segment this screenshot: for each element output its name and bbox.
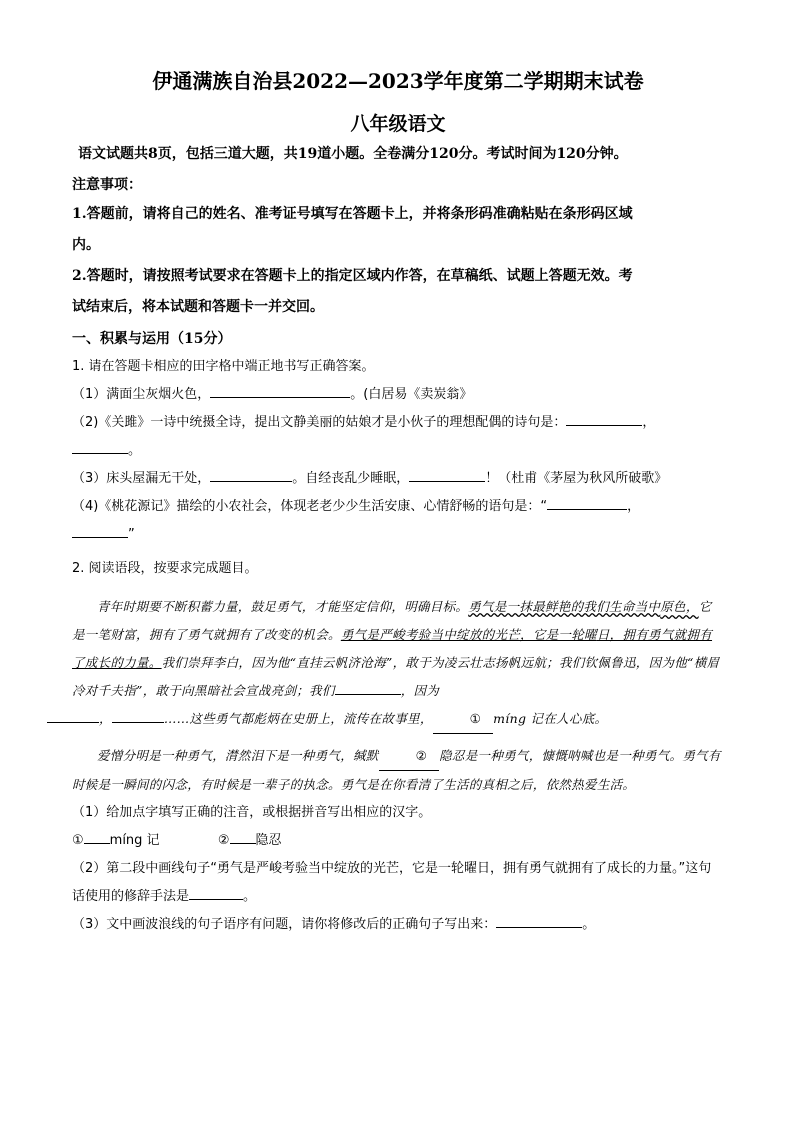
- q1-part-4-text-c: ”: [128, 527, 135, 542]
- q2-sub-2-text-b: 量。”这句话使用的修辞手法是: [72, 861, 712, 904]
- q2-sub-2-text-a: （2）第二段中画线句子“勇气是严峻考验当中绽放的光芒，它是一轮曜日，拥有勇气就拥有了成长的力: [72, 861, 660, 876]
- underlined-sentence-wavy-end: 原色，: [660, 599, 699, 614]
- answer-blank[interactable]: [84, 829, 110, 844]
- answer-blank[interactable]: [409, 467, 485, 482]
- passage-2-text: 隐忍是一种勇气，慷慨呐喊也是一种勇: [439, 748, 657, 763]
- q2-sub-3-text-a: （3）文中画波浪线的句子语序有问题，请你将修改后的正确句子写出来：: [72, 917, 497, 932]
- q1-part-1-text-a: （1）满面尘灰烟火色，: [72, 387, 211, 402]
- q1-part-2: [72, 409, 724, 437]
- option-marker-2: ②: [217, 833, 230, 848]
- q1-part-2-text-a: （2)《关雎》一诗中统摄全诗，提出文静美丽的姑娘才是小伙子的理想配偶的诗句是：: [72, 415, 567, 430]
- answer-blank[interactable]: [112, 708, 164, 723]
- note-1-line-1: 1.答题前，请将自己的姓名、准考证号填写在答题卡上，并将条形码准确粘贴在条形码区域: [72, 206, 633, 222]
- underlined-sentence: 勇气是严峻考验当中绽放的光芒，它是一轮曜: [340, 627, 597, 642]
- note-1-line-2: 内。: [72, 237, 100, 253]
- note-2-line-2: 试结束后，将本试题和答题卡一并交回。: [72, 299, 324, 315]
- exam-title: 伊通满族自治县2022—2023学年度第二学期期末试卷: [152, 69, 644, 93]
- q2-sub-2: [72, 855, 724, 911]
- q1-part-3-text-a: （3）床头屋漏无干处，: [72, 471, 211, 486]
- answer-blank[interactable]: [230, 829, 256, 844]
- answer-blank[interactable]: [72, 439, 128, 454]
- answer-blank[interactable]: [335, 680, 401, 695]
- q2-sub-3: [72, 911, 724, 939]
- q1-part-4-cont: [72, 521, 724, 549]
- passage-2-text: 气。勇气有时候是一瞬间的闪念，有时候是一辈子的执念。勇气是在你看清了生活的真相之后，依然热爱: [72, 748, 721, 792]
- q2-sub-2-text-c: 。: [243, 889, 257, 904]
- exam-intro: 语文试题共8页，包括三道大题，共19道小题。全卷满分120分。考试时间为120分钟。: [78, 146, 628, 162]
- underlined-sentence-end: 日，拥有勇气就拥有了成长的力量。: [72, 627, 713, 670]
- passage-2-text: 爱憎分明是一种勇气，潸然泪下是一种勇气，缄默: [97, 748, 379, 763]
- q1-part-3-text-b: 。自经丧乱少睡眠，: [292, 471, 410, 486]
- q2-sub-1-options: [72, 827, 724, 855]
- q1-part-1-text-b: 。(白居易《卖炭翁》: [350, 387, 473, 402]
- q2-stem: 2. 阅读语段，按要求完成题目。: [72, 561, 258, 576]
- passage-1-text: ，因为: [400, 683, 440, 698]
- q2-sub-1: （1）给加点字填写正确的注音，或根据拼音写出相应的汉字。: [72, 805, 432, 820]
- note-2-line-1: 2.答题时，请按照考试要求在答题卡上的指定区域内作答，在草稿纸、试题上答题无效。考: [72, 268, 633, 284]
- answer-blank[interactable]: [566, 411, 642, 426]
- passage-1-text: ，: [99, 711, 112, 726]
- answer-blank[interactable]: [210, 467, 292, 482]
- passage-2-text: 生活。: [596, 777, 636, 792]
- q1-part-4-text-a: （4)《桃花源记》描绘的小农社会，体现老老少少生活安康、心情舒畅的语句是：“: [72, 499, 548, 514]
- q1-stem: 1. 请在答题卡相应的田字格中端正地书写正确答案。: [72, 359, 375, 374]
- answer-blank[interactable]: [47, 708, 99, 723]
- option-marker-1: ①: [72, 833, 84, 848]
- q1-part-4: [72, 493, 724, 521]
- passage-1-text: 青年时期要不断积蓄力量，鼓足勇气，才能坚定信仰，明确目标。: [97, 599, 469, 614]
- reading-passage-2: [72, 742, 724, 799]
- q1-part-2-cont: [72, 437, 724, 465]
- answer-blank[interactable]: [72, 523, 128, 538]
- section-1-heading: 一、积累与运用（15分）: [72, 331, 232, 347]
- option-1-text: míng 记: [109, 833, 160, 848]
- passage-1-text: 它是一笔财富，拥有了勇气就拥有了改变的机会。: [72, 599, 712, 642]
- blank-marker-2[interactable]: ②: [379, 742, 440, 771]
- passage-1-text: ……这些勇气都彪炳在史册上，流传在故事里，: [163, 711, 433, 726]
- notes-label: 注意事项：: [72, 177, 142, 193]
- q2-sub-3-text-b: 。: [582, 917, 596, 932]
- answer-blank[interactable]: [189, 885, 243, 900]
- q1-part-1: [72, 381, 724, 409]
- answer-blank[interactable]: [210, 383, 350, 398]
- answer-blank[interactable]: [496, 913, 582, 928]
- q1-part-3: [72, 465, 724, 493]
- blank-marker-1[interactable]: ①: [433, 705, 494, 734]
- exam-subtitle: 八年级语文: [350, 113, 446, 135]
- q1-part-3-text-c: ！（杜甫《茅屋为秋风所破歌》: [485, 471, 668, 486]
- passage-1-text: míng 记在人心底。: [493, 711, 608, 726]
- reading-passage-1: [72, 593, 724, 734]
- q1-part-2-text-c: 。: [128, 443, 142, 458]
- q1-part-2-text-b: ，: [642, 415, 656, 430]
- answer-blank[interactable]: [547, 495, 627, 510]
- passage-1-text: 我们崇拜李白，因为他“直挂云帆济沧海”，敢于为凌云壮志扬帆远: [161, 655, 534, 670]
- option-2-text: 隐忍: [255, 833, 282, 848]
- q1-part-4-text-b: ，: [627, 499, 641, 514]
- passage-1-text: 航；我们钦佩鲁迅，因为他“横眉冷对千夫指”，敢于向黑暗社会宣战亮剑；我们: [72, 655, 720, 698]
- underlined-sentence-wavy: 勇气是一抹最鲜艳的我们生命当中: [468, 599, 661, 614]
